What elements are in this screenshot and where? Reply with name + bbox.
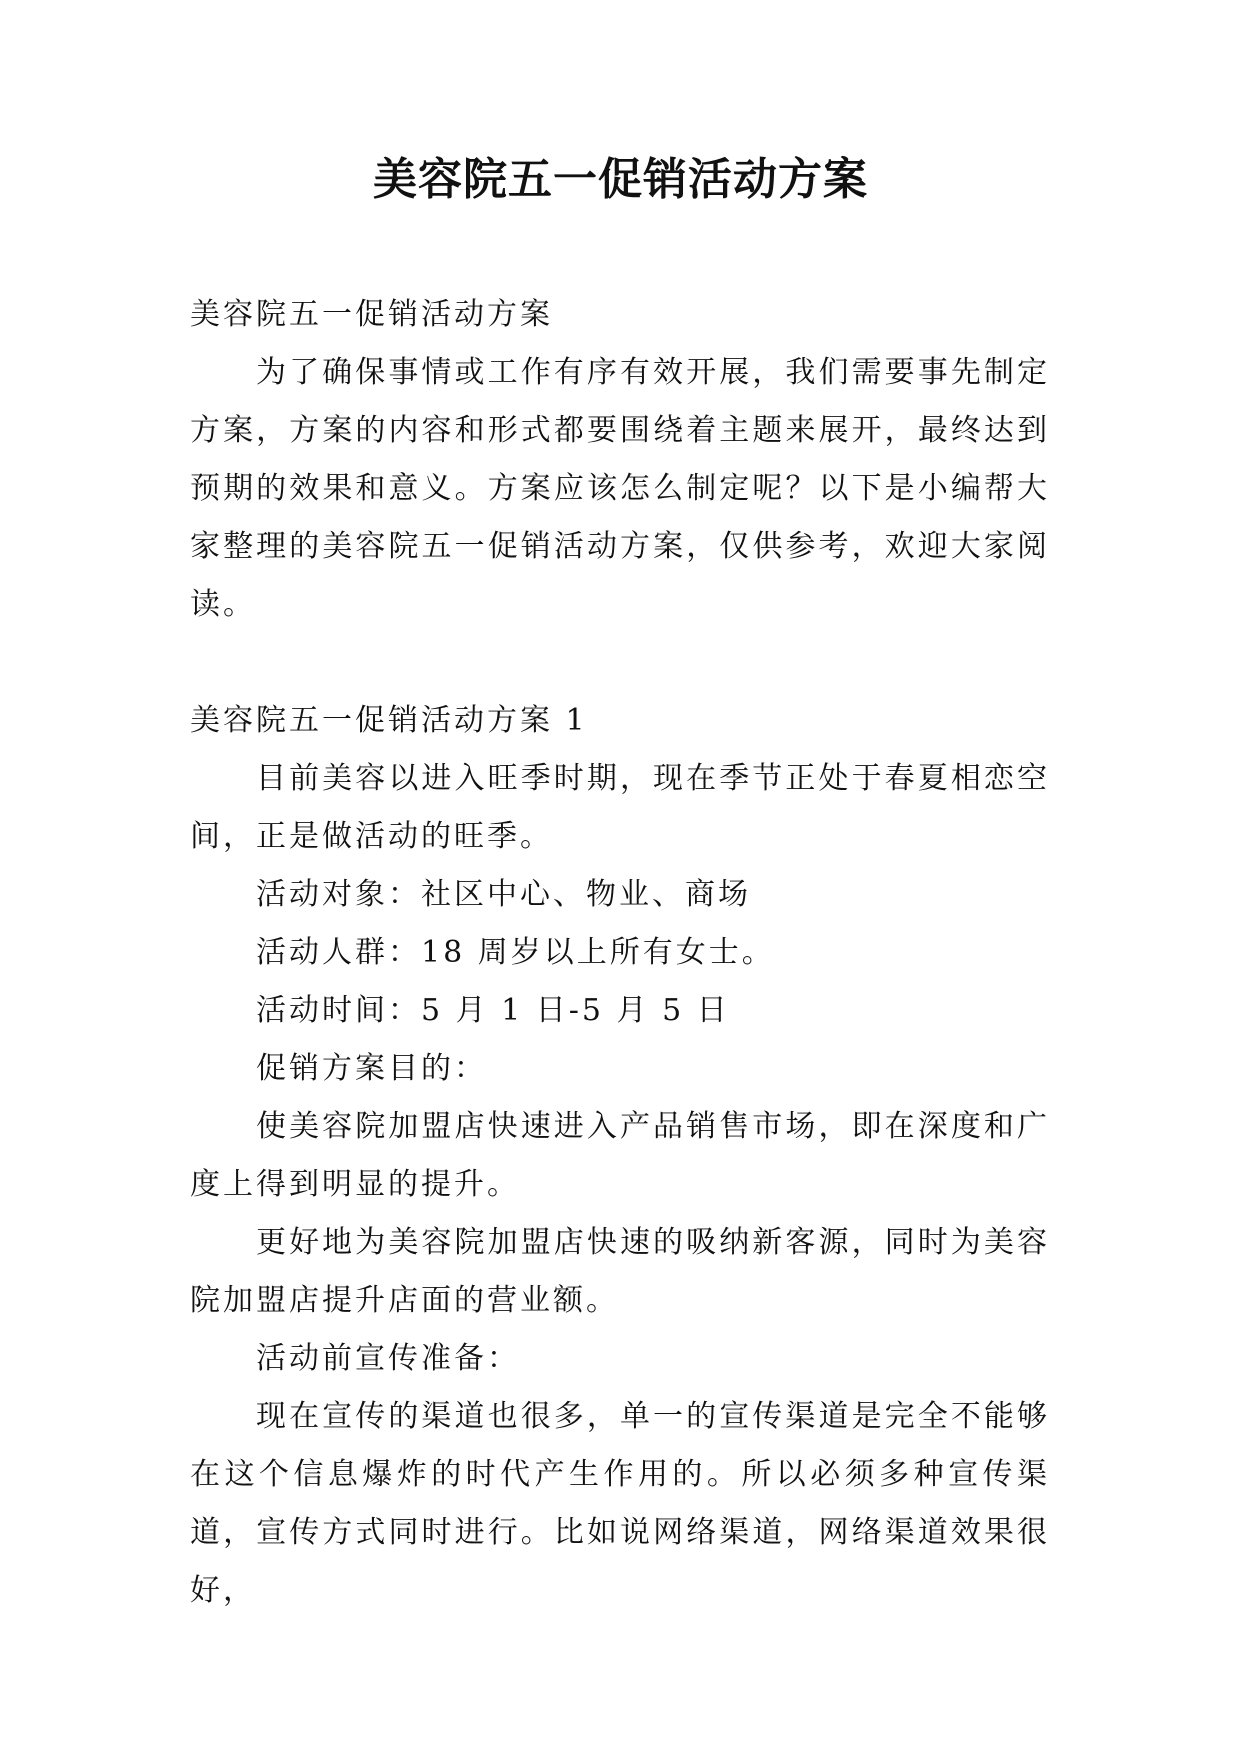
document-body	[190, 286, 1050, 1620]
activity-audience: 活动人群：18 周岁以上所有女士。	[256, 935, 775, 970]
section-heading: 美容院五一促销活动方案 1	[190, 703, 588, 738]
document-subtitle: 美容院五一促销活动方案	[190, 297, 553, 332]
section-paragraph: 使美容院加盟店快速进入产品销售市场，即在深度和广度上得到明显的提升。	[190, 1109, 1050, 1202]
section-paragraph: 更好地为美容院加盟店快速的吸纳新客源，同时为美容院加盟店提升店面的营业额。	[190, 1225, 1050, 1318]
section-paragraph: 现在宣传的渠道也很多，单一的宣传渠道是完全不能够在这个信息爆炸的时代产生作用的。所以必须多种宣传渠道，宣传方式同时进行。比如说网络渠道，网络渠道效果很好，	[190, 1399, 1050, 1608]
intro-paragraph: 为了确保事情或工作有序有效开展，我们需要事先制定方案，方案的内容和形式都要围绕着主题来展开，最终达到预期的效果和意义。方案应该怎么制定呢？以下是小编帮大家整理的美容院五一促销活动方案，仅供参考，欢迎大家阅读。	[190, 355, 1050, 622]
document-title: 美容院五一促销活动方案	[373, 154, 868, 205]
promotion-purpose-label: 促销方案目的：	[256, 1051, 487, 1086]
section-gap	[190, 634, 1050, 692]
section-paragraph: 目前美容以进入旺季时期，现在季节正处于春夏相恋空间，正是做活动的旺季。	[190, 761, 1050, 854]
activity-target: 活动对象：社区中心、物业、商场	[256, 877, 751, 912]
pre-activity-label: 活动前宣传准备：	[256, 1341, 520, 1376]
activity-time: 活动时间：5 月 1 日-5 月 5 日	[256, 993, 730, 1028]
